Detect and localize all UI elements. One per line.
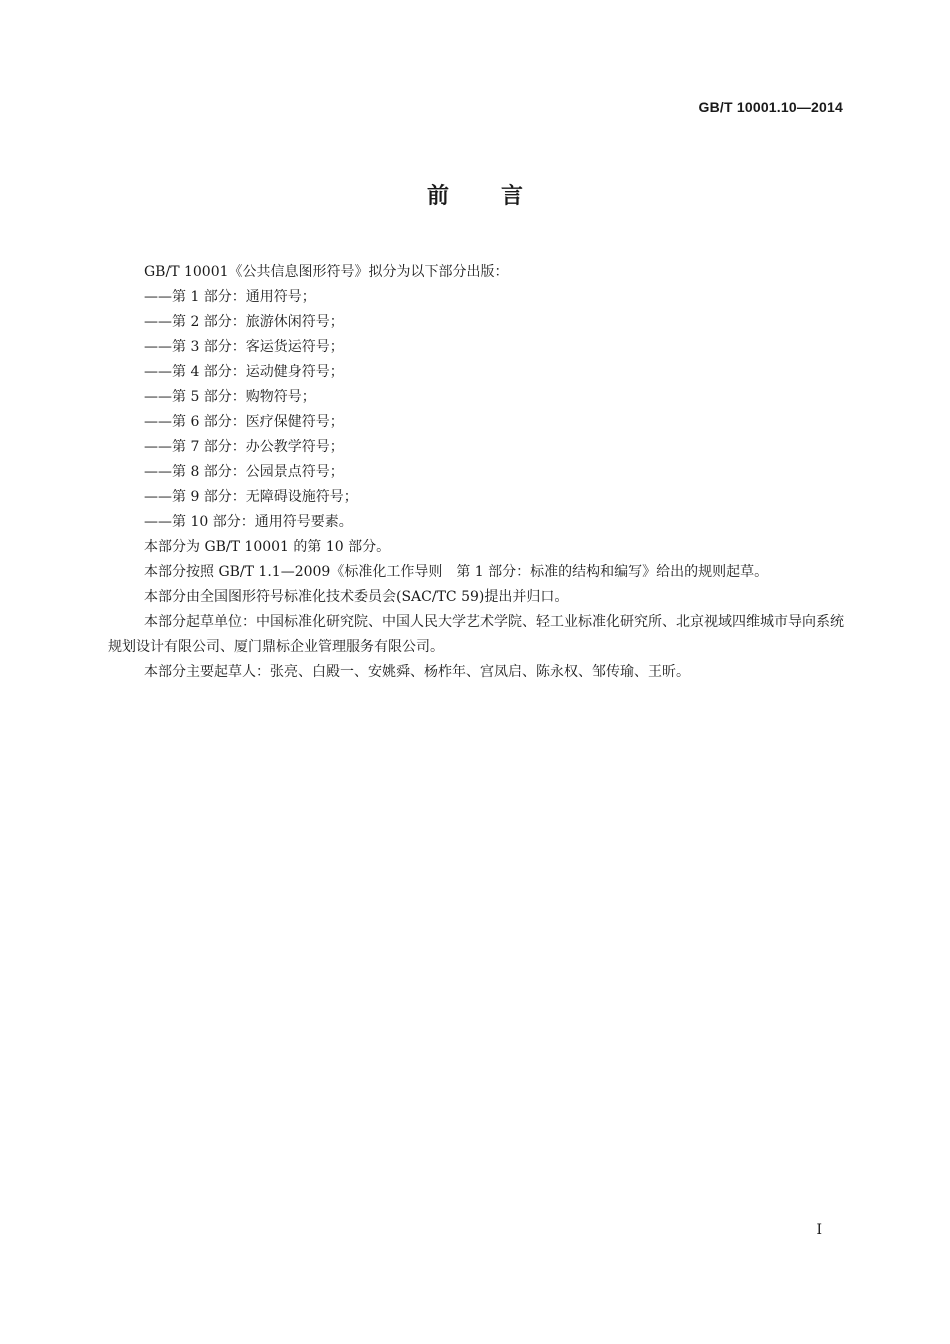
part-list-item: ——第 2 部分：旅游休闲符号； xyxy=(144,314,344,330)
part-list-item: ——第 10 部分：通用符号要素。 xyxy=(144,514,353,530)
part-list-item: ——第 8 部分：公园景点符号； xyxy=(144,464,344,480)
intro-paragraph: GB/T 10001《公共信息图形符号》拟分为以下部分出版： xyxy=(144,264,509,280)
page-number: I xyxy=(816,1222,822,1238)
part-statement-paragraph: 本部分为 GB/T 10001 的第 10 部分。 xyxy=(144,539,391,555)
part-list-item: ——第 3 部分：客运货运符号； xyxy=(144,339,344,355)
page-title xyxy=(0,182,950,212)
foreword-body xyxy=(108,260,844,685)
drafting-rules-paragraph: 本部分按照 GB/T 1.1—2009《标准化工作导则 第 1 部分：标准的结构和编写》给出的规则起草。 xyxy=(144,564,769,580)
part-list-item: ——第 1 部分：通用符号； xyxy=(144,289,316,305)
drafters-paragraph: 本部分主要起草人：张亮、白殿一、安姚舜、杨柞年、宫凤启、陈永权、邹传瑜、王昕。 xyxy=(144,664,690,680)
part-list-item: ——第 7 部分：办公教学符号； xyxy=(144,439,344,455)
title-char-1: 前 xyxy=(426,184,449,209)
title-char-2: 言 xyxy=(501,184,524,209)
drafting-units-paragraph: 本部分起草单位：中国标准化研究院、中国人民大学艺术学院、轻工业标准化研究所、北京视域四维城市导向系统规划设计有限公司、厦门鼎标企业管理服务有限公司。 xyxy=(108,614,844,655)
part-list-item: ——第 9 部分：无障碍设施符号； xyxy=(144,489,358,505)
part-list-item: ——第 4 部分：运动健身符号； xyxy=(144,364,344,380)
standard-code: GB/T 10001.10—2014 xyxy=(698,99,843,115)
part-list-item: ——第 5 部分：购物符号； xyxy=(144,389,316,405)
proposed-by-paragraph: 本部分由全国图形符号标准化技术委员会(SAC/TC 59)提出并归口。 xyxy=(144,589,569,605)
part-list-item: ——第 6 部分：医疗保健符号； xyxy=(144,414,344,430)
